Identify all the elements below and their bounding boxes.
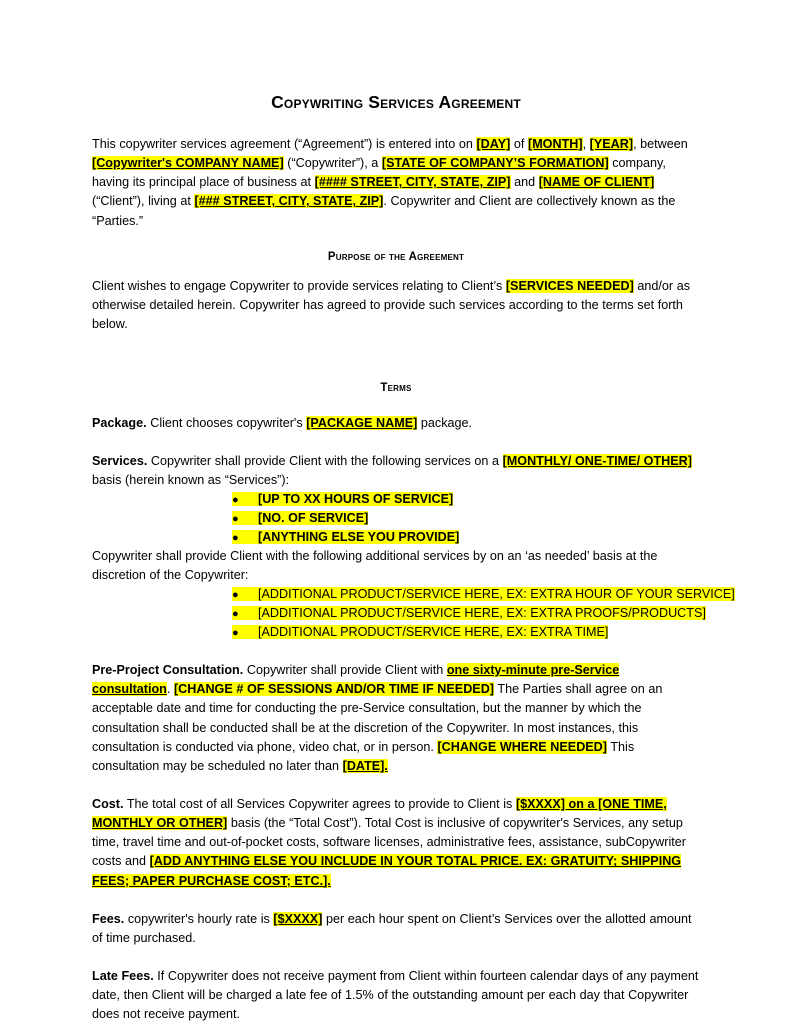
- field-package-name: [PACKAGE NAME]: [306, 415, 418, 430]
- clause-label-services: Services.: [92, 454, 148, 469]
- list-item-label: [ANYTHING ELSE YOU PROVIDE]: [258, 530, 460, 545]
- field-company-address: [#### STREET, CITY, STATE, ZIP]: [314, 175, 511, 190]
- intro-text-5: (“Copywriter”), a: [283, 156, 382, 171]
- clause-label-package: Package.: [92, 415, 147, 430]
- spacer: [92, 891, 700, 910]
- clause-label-consultation: Pre-Project Consultation.: [92, 663, 244, 678]
- intro-text-6: company, having its principal place of business at: [92, 156, 666, 190]
- list-item: [92, 509, 700, 528]
- field-month: [MONTH]: [528, 137, 583, 151]
- field-consultation-date: [DATE].: [342, 758, 388, 773]
- heading-terms: Terms: [380, 381, 412, 394]
- list-item: [92, 604, 706, 623]
- field-hourly-rate: [$XXXX]: [273, 911, 323, 926]
- spacer: [92, 335, 700, 381]
- bullet-dot-icon: ●: [232, 513, 239, 526]
- spacer: [92, 776, 700, 795]
- clause-package: [92, 414, 700, 433]
- intro-text-1: This copywriter services agreement (“Agreement”) is entered into on: [92, 137, 477, 151]
- list-item-label: [ADDITIONAL PRODUCT/SERVICE HERE, EX: EXTRA PROOFS/PRODUCTS]: [258, 606, 706, 621]
- clause-consultation: [92, 661, 700, 776]
- services-list: [92, 490, 700, 547]
- clause-label-fees: Fees.: [92, 911, 125, 926]
- field-add-anything-else: [ADD ANYTHING ELSE YOU INCLUDE IN YOUR TOTAL PRICE. EX: GRATUITY; SHIPPING FEES; PAPER PURCHASE COST; ETC.].: [92, 854, 682, 888]
- cost-text-2: basis (the “Total Cost”). Total Cost is inclusive of copywriter's Services, any setup time, travel time and out-of-pocket costs, software licenses, administrative fees, assistance, subCopywriter costs and: [92, 816, 686, 869]
- spacer: [92, 264, 700, 277]
- bullet-dot-icon: ●: [232, 532, 239, 545]
- field-client-address: [### STREET, CITY, STATE, ZIP]: [194, 194, 384, 209]
- services-additional-intro: Copywriter shall provide Client with the following additional services by on an ‘as needed’ basis at the discretion of the Copywriter:: [92, 549, 658, 583]
- intro-text-9: . Copywriter and Client are collectively known as the “Parties.”: [92, 194, 676, 228]
- services-text-2: basis (herein known as “Services”):: [92, 473, 290, 488]
- list-item: [92, 490, 700, 509]
- intro-text-3: ,: [582, 137, 590, 151]
- field-state-of-formation: [STATE OF COMPANY’S FORMATION]: [381, 156, 609, 171]
- heading-purpose: Purpose of the Agreement: [327, 250, 465, 263]
- clause-cost: [92, 795, 700, 891]
- purpose-text-1: Client wishes to engage Copywriter to provide services relating to Client’s: [92, 279, 506, 294]
- field-year: [YEAR]: [589, 137, 634, 151]
- field-consultation-emphasis: one sixty-minute pre-Service consultation: [92, 663, 620, 697]
- field-client-name: [NAME OF CLIENT]: [538, 175, 655, 190]
- clause-label-cost: Cost.: [92, 797, 124, 812]
- intro-text-2: of: [510, 137, 528, 151]
- spacer: [92, 395, 700, 414]
- field-day: [DAY]: [476, 137, 511, 151]
- spacer: [92, 948, 700, 967]
- field-service-basis: [MONTHLY/ ONE-TIME/ OTHER]: [502, 454, 692, 469]
- field-change-where-needed: [CHANGE WHERE NEEDED]: [437, 739, 607, 754]
- package-text-1: Client chooses copywriter's: [146, 415, 307, 430]
- purpose-paragraph: [92, 277, 700, 334]
- spacer: [92, 433, 700, 452]
- consultation-text-1: Copywriter shall provide Client with: [243, 663, 447, 678]
- field-change-sessions: [CHANGE # OF SESSIONS AND/OR TIME IF NEEDED]: [173, 682, 494, 697]
- list-item-label: [ADDITIONAL PRODUCT/SERVICE HERE, EX: EXTRA TIME]: [258, 625, 609, 640]
- package-text-2: package.: [417, 415, 473, 430]
- services-text-1: Copywriter shall provide Client with the following services on a: [147, 454, 503, 469]
- clause-services: [92, 452, 700, 490]
- late-fees-text-1: If Copywriter does not receive payment from Client within fourteen calendar days of any payment date, then Client will be charged a late fee of 1.5% of the outstanding amount per each day that Copywriter does not receive payment.: [92, 969, 699, 1022]
- fees-text-2: per each hour spent on Client’s Services over the allotted amount of time purchased.: [92, 911, 692, 945]
- consultation-text-2: .: [166, 682, 174, 697]
- list-item-label: [UP TO XX HOURS OF SERVICE]: [258, 492, 454, 507]
- intro-text-4: , between: [633, 137, 688, 151]
- bullet-dot-icon: ●: [232, 627, 239, 640]
- consultation-text-3: The Parties shall agree on an acceptable date and time for conducting the pre-Service consultation, but the manner by which the consultation shall be conducted shall be at the discretion of the Copywriter. In most instances, this consultation is conducted via phone, video chat, or in person.: [92, 682, 663, 754]
- cost-text-1: The total cost of all Services Copywriter agrees to provide to Client is: [123, 797, 516, 812]
- intro-text-8: (“Client”), living at: [92, 194, 195, 209]
- list-item: [92, 585, 735, 604]
- spacer: [92, 642, 700, 661]
- field-company-name: [Copywriter's COMPANY NAME]: [92, 156, 284, 171]
- fees-text-1: copywriter's hourly rate is: [124, 911, 274, 926]
- list-item-label: [ADDITIONAL PRODUCT/SERVICE HERE, EX: EXTRA HOUR OF YOUR SERVICE]: [258, 587, 735, 602]
- clause-late-fees: [92, 967, 700, 1024]
- list-item: [92, 623, 700, 642]
- field-services-needed: [SERVICES NEEDED]: [505, 279, 634, 294]
- field-total-cost: [$XXXX] on a [ONE TIME, MONTHLY OR OTHER]: [92, 797, 667, 831]
- page-title: Copywriting Services Agreement: [271, 92, 521, 112]
- purpose-text-2: and/or as otherwise detailed herein. Copywriter has agreed to provide such services according to the terms set forth below.: [92, 279, 691, 332]
- spacer: [92, 231, 700, 250]
- list-item-label: [NO. OF SERVICE]: [258, 511, 369, 526]
- bullet-dot-icon: ●: [232, 494, 239, 507]
- consultation-text-4: This consultation may be scheduled no later than: [92, 739, 635, 773]
- clause-label-late-fees: Late Fees.: [92, 969, 154, 984]
- list-item: [92, 528, 700, 547]
- bullet-dot-icon: ●: [232, 608, 239, 621]
- intro-text-7: and: [510, 175, 539, 190]
- clause-fees: [92, 910, 700, 948]
- intro-paragraph: [92, 135, 700, 231]
- bullet-dot-icon: ●: [232, 589, 239, 602]
- services-additional-list: [92, 585, 735, 642]
